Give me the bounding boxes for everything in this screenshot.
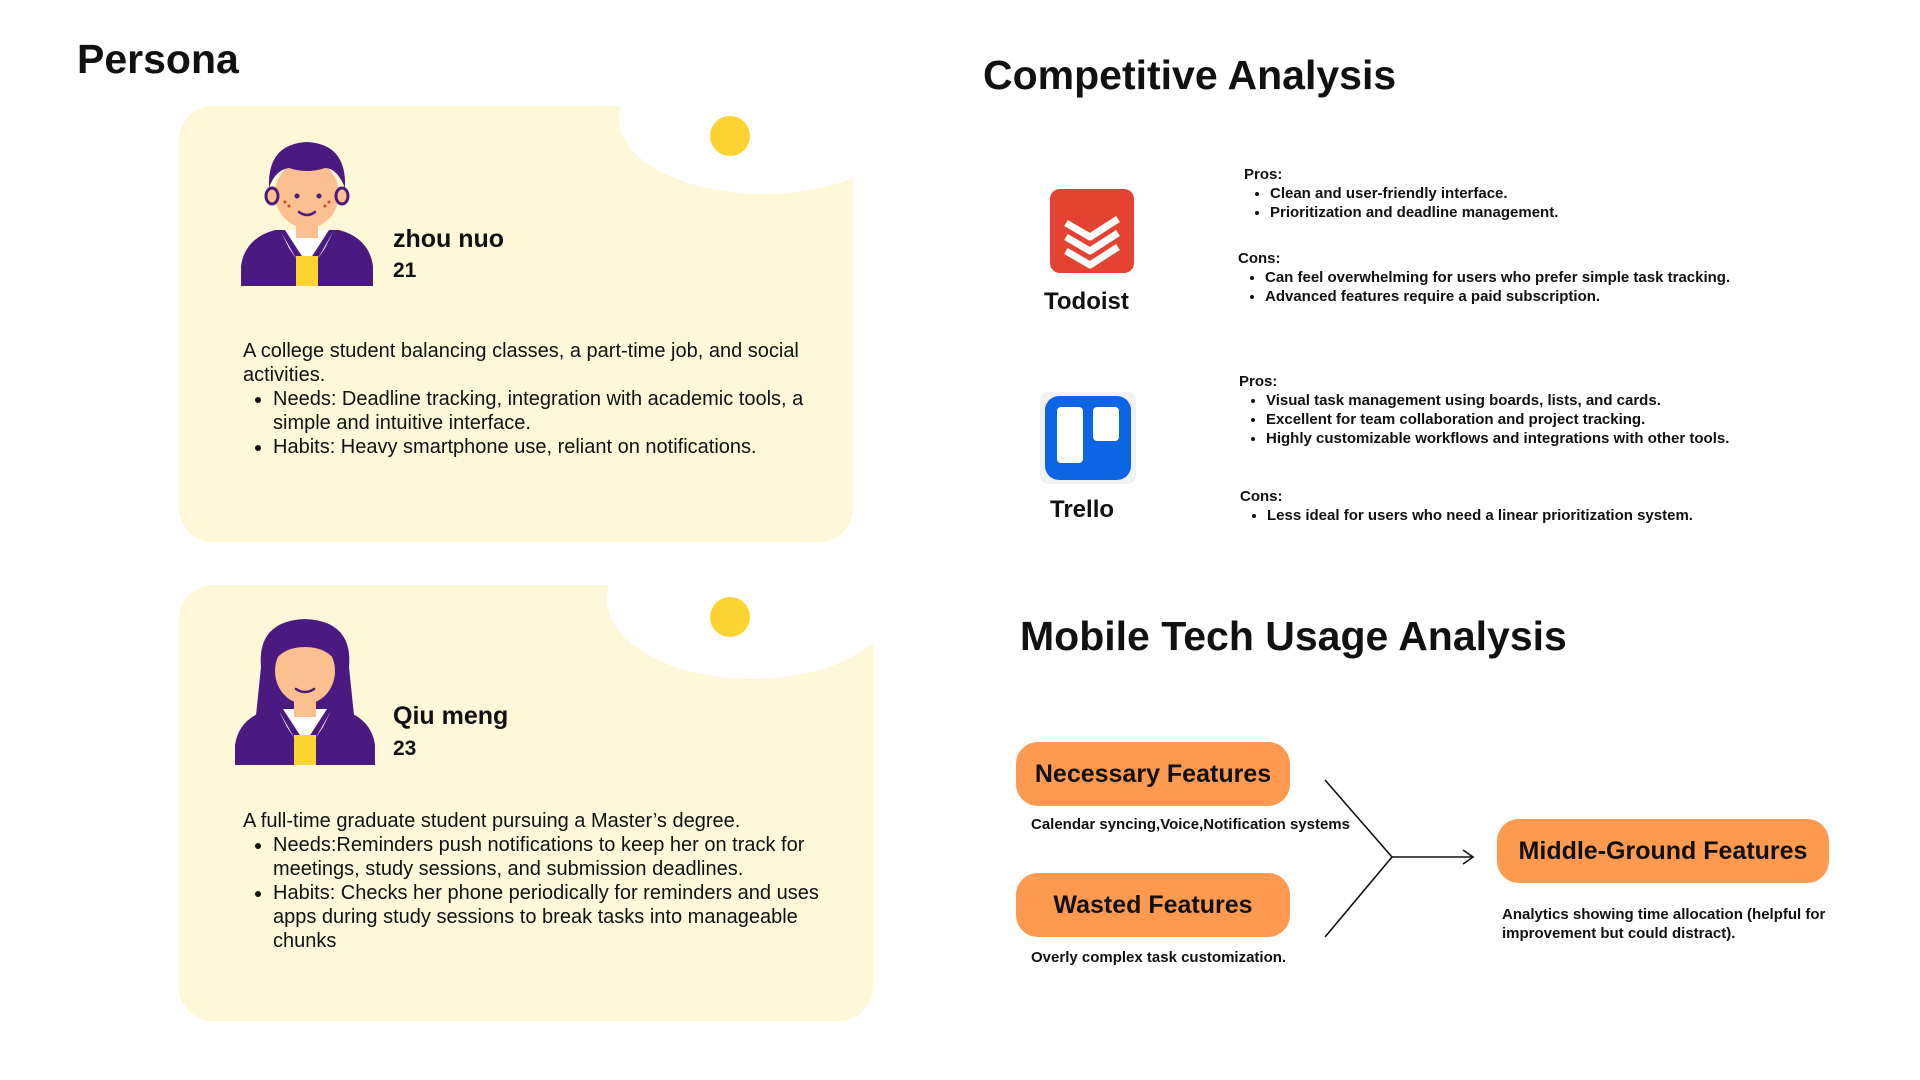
persona-description [243, 809, 833, 953]
persona-habits: • Habits: Heavy smartphone use, reliant on notifications. [273, 435, 813, 459]
avatar-female-short-hair-icon [241, 138, 373, 286]
todoist-logo-icon [1050, 189, 1134, 273]
persona-name: zhou nuo [393, 225, 505, 253]
sun-icon [710, 116, 750, 156]
persona-card-qiu-meng [179, 585, 873, 1021]
todoist-pros-list [1250, 184, 1558, 222]
pros-item: • Highly customizable workflows and integrations with other tools. [1266, 429, 1729, 448]
persona-card-zhou-nuo [179, 106, 853, 542]
avatar-female-long-hair-icon [235, 617, 375, 765]
competitive-analysis-title: Competitive Analysis [983, 52, 1397, 98]
trello-logo-icon [1040, 392, 1136, 484]
trello-cons-list [1247, 506, 1693, 525]
cons-label: Cons: [1238, 250, 1281, 267]
middle-ground-features-pill: Middle-Ground Features [1497, 819, 1829, 883]
necessary-features-pill: Necessary Features [1016, 742, 1290, 806]
todoist-cons-list [1245, 268, 1730, 306]
app-name-todoist: Todoist [1044, 288, 1129, 315]
persona-needs: • Needs: Deadline tracking, integration with academic tools, a simple and intuitive interface. [273, 387, 813, 435]
trello-pros-list [1246, 391, 1729, 448]
cons-item: • Can feel overwhelming for users who prefer simple task tracking. [1265, 268, 1730, 287]
pros-item: • Clean and user-friendly interface. [1270, 184, 1558, 203]
features-merge-arrow-icon [1320, 775, 1480, 940]
persona-name: Qiu meng [393, 702, 509, 730]
sun-icon [710, 597, 750, 637]
necessary-features-note: Calendar syncing,Voice,Notification systems [1031, 816, 1350, 833]
middle-ground-features-note: Analytics showing time allocation (helpful for improvement but could distract). [1502, 906, 1826, 942]
cons-label: Cons: [1240, 488, 1283, 505]
wasted-features-pill: Wasted Features [1016, 873, 1290, 937]
pros-label: Pros: [1239, 373, 1278, 390]
cons-item: • Less ideal for users who need a linear prioritization system. [1267, 506, 1693, 525]
persona-title: Persona [77, 36, 239, 82]
pros-item: • Prioritization and deadline management. [1270, 203, 1558, 222]
mobile-tech-usage-title: Mobile Tech Usage Analysis [1020, 613, 1567, 659]
app-name-trello: Trello [1050, 496, 1115, 523]
persona-summary: A full-time graduate student pursuing a Master’s degree. [243, 810, 741, 832]
persona-needs: • Needs:Reminders push notifications to keep her on track for meetings, study sessions, and submission deadlines. [273, 833, 833, 881]
pros-item: • Excellent for team collaboration and project tracking. [1266, 410, 1729, 429]
persona-age: 23 [393, 737, 417, 760]
persona-habits: • Habits: Checks her phone periodically for reminders and uses apps during study sessions to break tasks into manageable chunks [273, 881, 833, 953]
cons-item: • Advanced features require a paid subscription. [1265, 287, 1730, 306]
wasted-features-note: Overly complex task customization. [1031, 949, 1287, 966]
pros-item: • Visual task management using boards, lists, and cards. [1266, 391, 1729, 410]
pros-label: Pros: [1244, 166, 1283, 183]
persona-summary: A college student balancing classes, a part-time job, and social activities. [243, 340, 799, 386]
persona-age: 21 [393, 259, 417, 282]
persona-description [243, 339, 813, 459]
